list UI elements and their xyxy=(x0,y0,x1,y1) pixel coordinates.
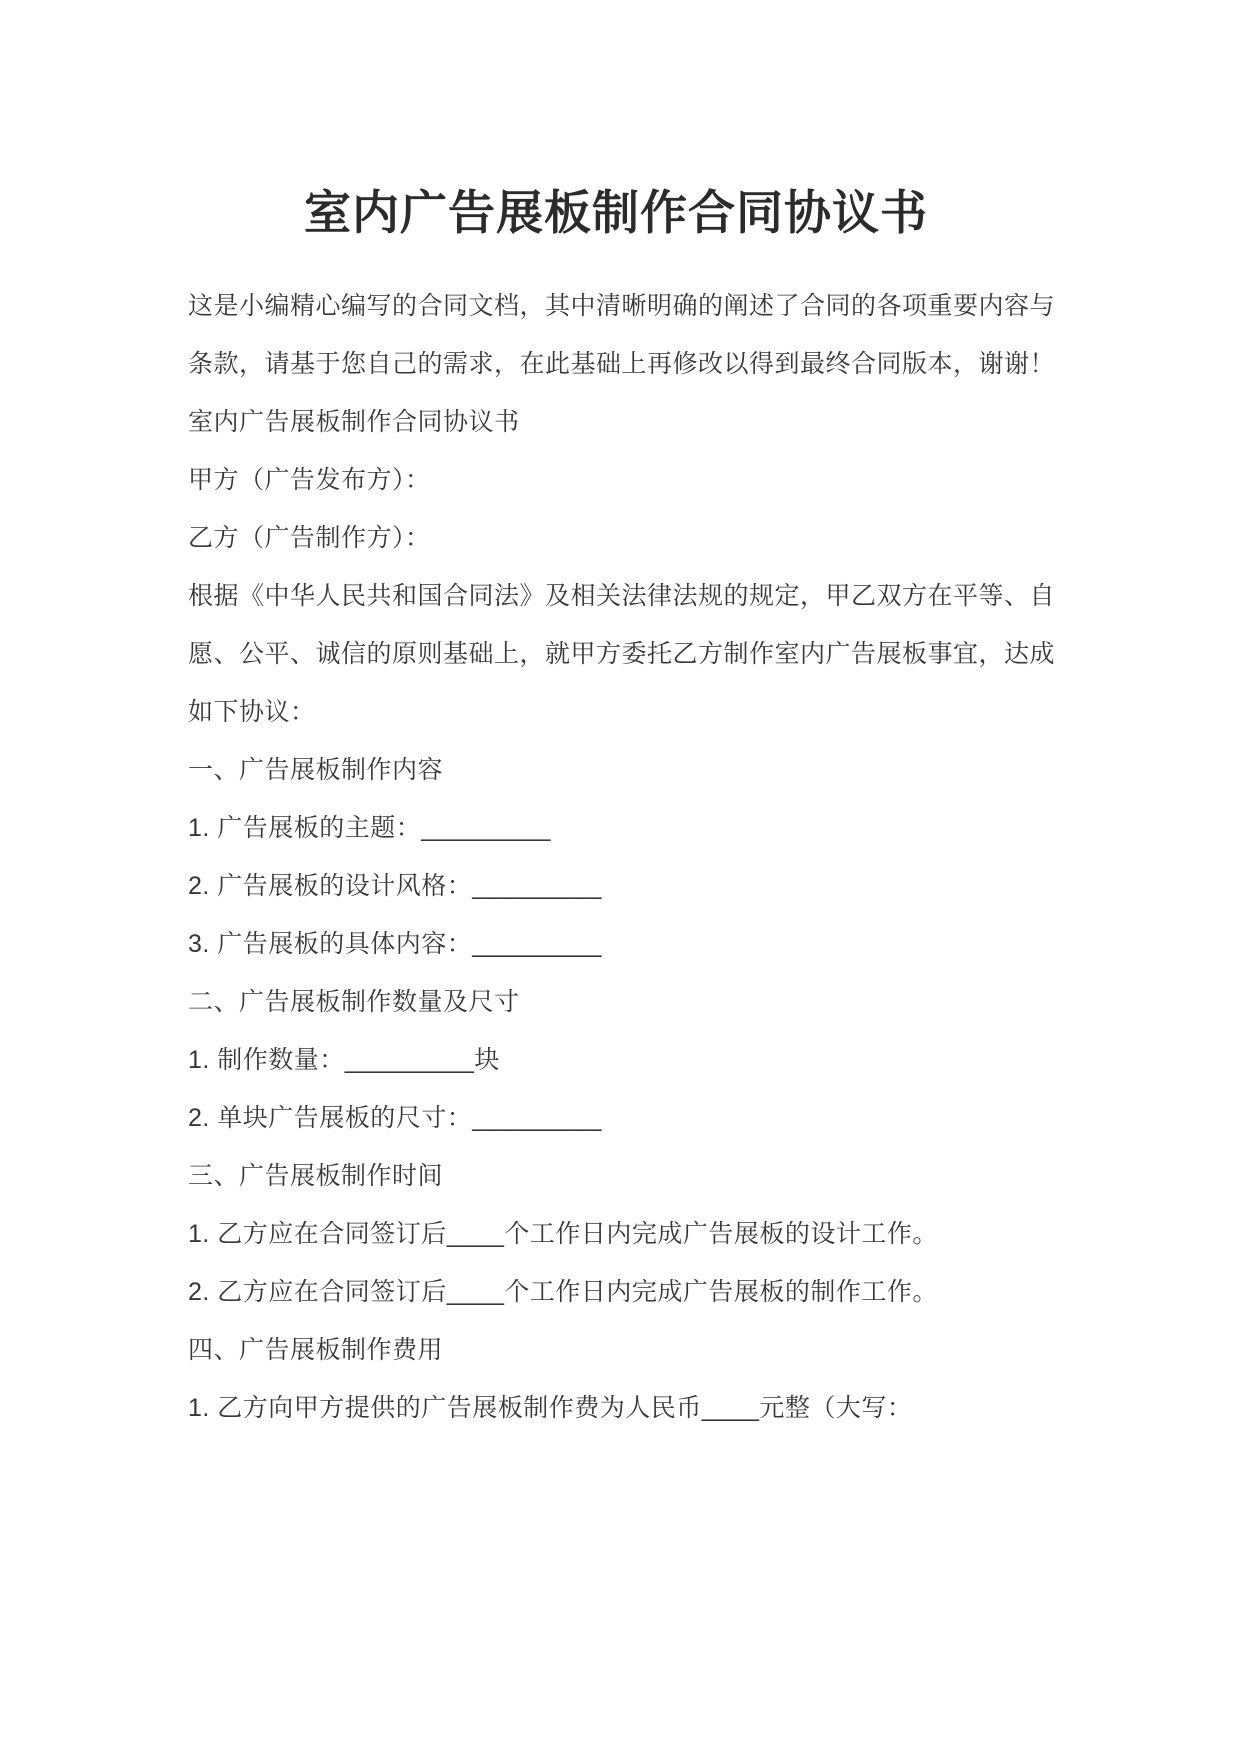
document-body xyxy=(188,277,1056,1437)
item-4-1: 1. 乙方向甲方提供的广告展板制作费为人民币____元整（大写： xyxy=(188,1394,913,1422)
preamble-line-2: 愿、公平、诚信的原则基础上，就甲方委托乙方制作室内广告展板事宜，达成 xyxy=(188,640,1056,668)
item-1-3: 3. 广告展板的具体内容：_________ xyxy=(188,930,602,958)
section-2-heading: 二、广告展板制作数量及尺寸 xyxy=(188,988,520,1016)
preamble-line-1: 根据《中华人民共和国合同法》及相关法律法规的规定，甲乙双方在平等、自 xyxy=(188,582,1056,610)
intro-line-2: 条款，请基于您自己的需求，在此基础上再修改以得到最终合同版本，谢谢！ xyxy=(188,350,1056,378)
subtitle-line: 室内广告展板制作合同协议书 xyxy=(188,408,520,436)
party-b-line: 乙方（广告制作方）： xyxy=(188,524,431,552)
section-1-heading: 一、广告展板制作内容 xyxy=(188,756,444,784)
preamble-line-3: 如下协议： xyxy=(188,698,316,726)
section-3-heading: 三、广告展板制作时间 xyxy=(188,1162,444,1190)
document-title: 室内广告展板制作合同协议书 xyxy=(304,186,928,239)
section-4-heading: 四、广告展板制作费用 xyxy=(188,1336,444,1364)
item-3-1: 1. 乙方应在合同签订后____个工作日内完成广告展板的设计工作。 xyxy=(188,1220,938,1248)
intro-line-1: 这是小编精心编写的合同文档，其中清晰明确的阐述了合同的各项重要内容与 xyxy=(188,292,1056,320)
item-1-1: 1. 广告展板的主题：_________ xyxy=(188,814,551,842)
item-2-1: 1. 制作数量：_________块 xyxy=(188,1046,500,1074)
item-1-2: 2. 广告展板的设计风格：_________ xyxy=(188,872,602,900)
item-2-2: 2. 单块广告展板的尺寸：_________ xyxy=(188,1104,602,1132)
item-3-2: 2. 乙方应在合同签订后____个工作日内完成广告展板的制作工作。 xyxy=(188,1278,938,1306)
party-a-line: 甲方（广告发布方）： xyxy=(188,466,431,494)
